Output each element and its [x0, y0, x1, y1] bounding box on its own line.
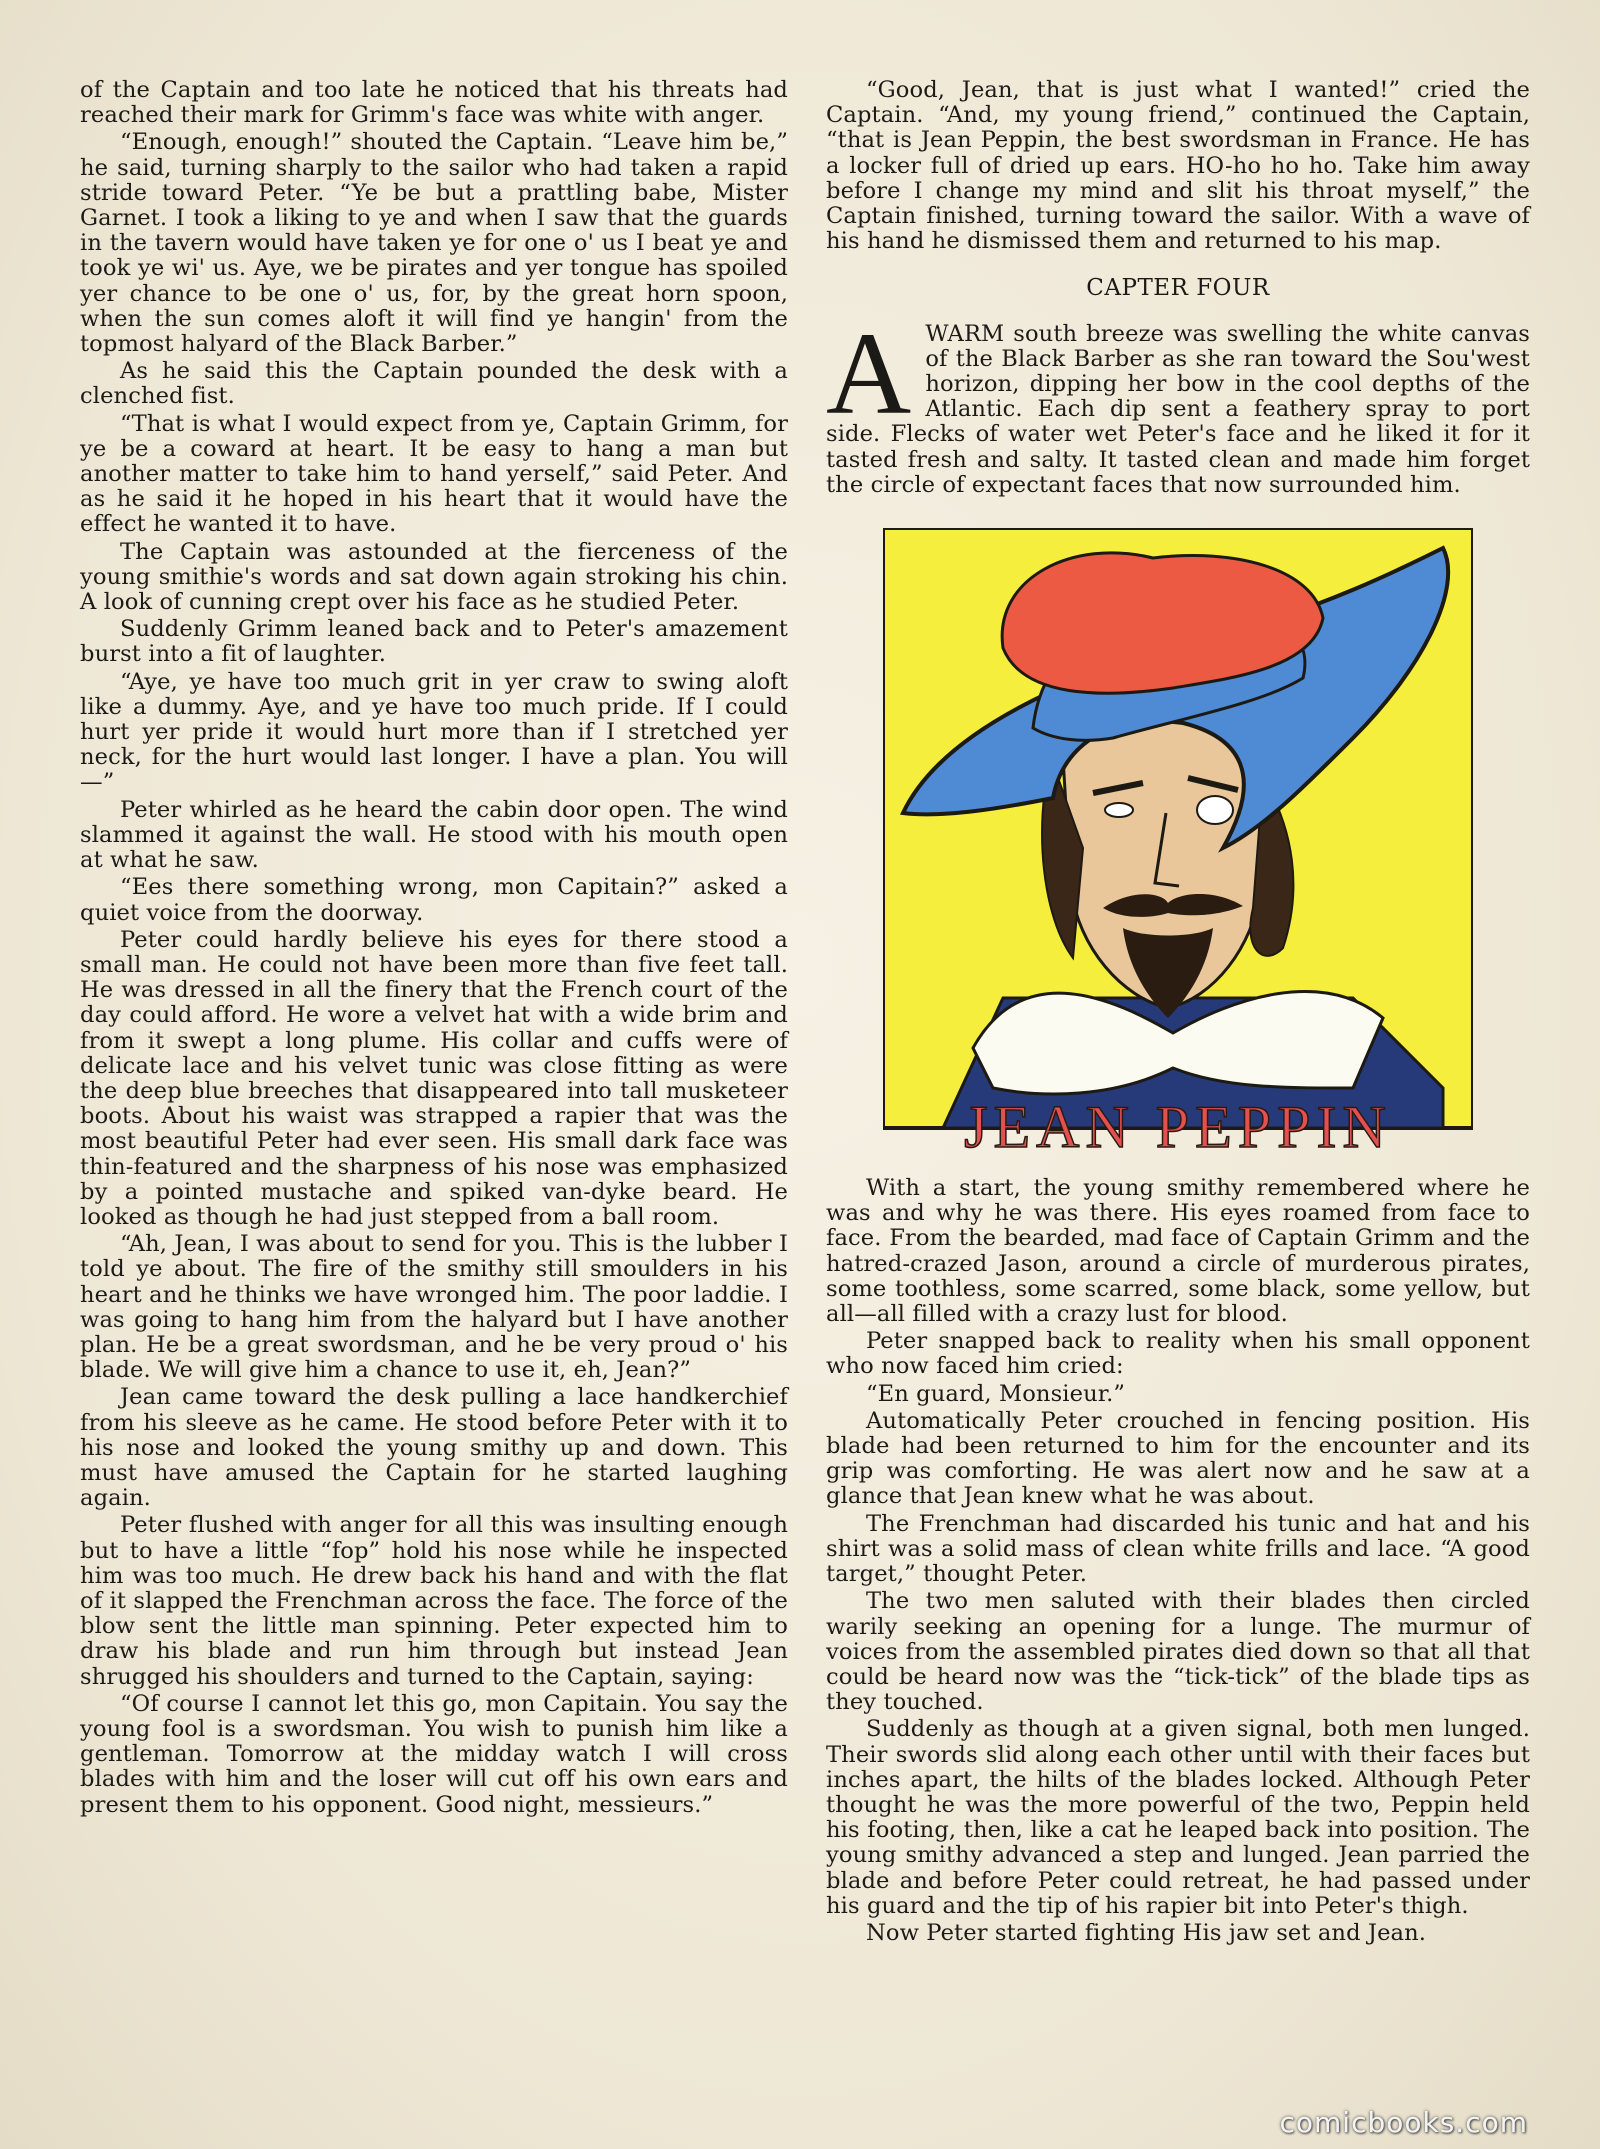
paragraph: Peter could hardly believe his eyes for there stood a small man. He could not have been more than five feet tall. He was dressed in all the finery that the French court of the day could afford. He wore a velvet hat with a wide brim and from it swept a long plume. His collar and cuffs were of delicate lace and his velvet tunic was close fitting as were the deep blue breeches that disappeared into tall musketeer boots. About his waist was strapped a rapier that was the most beautiful Peter had ever seen. His small dark face was thin-featured and the sharpness of his nose was emphasized by a pointed mustache and spiked van-dyke beard. He looked as though he had just stepped from a ball room.: [80, 926, 788, 1230]
right-eye: [1197, 796, 1233, 824]
jean-peppin-portrait: [883, 528, 1473, 1160]
chapter-opening-paragraph: [826, 307, 1530, 498]
paragraph: “Ees there something wrong, mon Capitain?” asked a quiet voice from the doorway.: [80, 874, 788, 926]
portrait-drawing: [883, 528, 1473, 1160]
paragraph: As he said this the Captain pounded the desk with a clenched fist.: [80, 358, 788, 410]
paragraph: “Of course I cannot let this go, mon Capitain. You say the young fool is a swordsman. You wish to punish him like a gentleman. Tomorrow at the midday watch I will cross blades with him and the loser will cut off his own ears and present them to his opponent. Good night, messieurs.”: [80, 1690, 788, 1818]
paragraph: The two men saluted with their blades then circled warily seeking an opening for a lunge. The murmur of voices from the assembled pirates died down so that all that could be heard now was the “tick-tick” of the blade tips as they touched.: [826, 1588, 1530, 1716]
paragraph: With a start, the young smithy remembered where he was and why he was there. His eyes roamed from face to face. From the bearded, mad face of Captain Grimm and the hatred-crazed Jason, around a circle of murderous pirates, some toothless, some scarred, some black, some yellow, but all—all filled with a crazy lust for blood.: [826, 1175, 1530, 1328]
paragraph: “Aye, ye have too much grit in yer craw to swing aloft like a dummy. Aye, and ye have too much pride. If I could hurt yer pride it would hurt more than if I stretched yer neck, for the hurt would last longer. I have a plan. You will—”: [80, 668, 788, 796]
paragraph: of the Captain and too late he noticed that his threats had reached their mark for Grimm's face was white with anger.: [80, 77, 788, 129]
watermark: comicbooks.com: [1279, 2106, 1528, 2139]
paragraph: Peter snapped back to reality when his small opponent who now faced him cried:: [826, 1328, 1530, 1380]
left-text-column: [80, 78, 788, 1820]
paragraph: “Good, Jean, that is just what I wanted!” cried the Captain. “And, my young friend,” continued the Captain, “that is Jean Peppin, the best swordsman in France. He has a locker full of dried up ears. HO-ho ho ho. Take him away before I change my mind and slit his throat myself,” the Captain finished, turning toward the sailor. With a wave of his hand he dismissed them and returned to his map.: [826, 77, 1530, 255]
right-text-column: [826, 78, 1530, 1948]
paragraph: “Enough, enough!” shouted the Captain. “Leave him be,” he said, turning sharply to the sailor who had taken a rapid stride toward Peter. “Ye be but a prattling babe, Mister Garnet. I took a liking to ye and when I saw that the guards in the tavern would have taken ye for one o' us I beat ye and took ye wi' us. Aye, we be pirates and yer tongue has spoiled yer chance to be one o' us, for, by the great horn spoon, when the sun comes aloft it will find ye hangin' from the topmost halyard of the Black Barber.”: [80, 129, 788, 358]
paragraph: Now Peter started fighting His jaw set and Jean.: [866, 1919, 1427, 1946]
paragraph: “En guard, Monsieur.”: [866, 1380, 1126, 1407]
left-eye: [1105, 803, 1133, 817]
paragraph: “Ah, Jean, I was about to send for you. This is the lubber I told ye about. The fire of the smithy still smoulders in his heart and he thinks we have wronged him. The poor laddie. I was going to hang him from the halyard but I have another plan. He be a great swordsman, and he be very proud o' his blade. We will give him a chance to use it, eh, Jean?”: [80, 1231, 788, 1384]
paragraph: Suddenly Grimm leaned back and to Peter's amazement burst into a fit of laughter.: [80, 616, 788, 668]
chapter-heading: CAPTER FOUR: [1086, 275, 1270, 302]
portrait-caption: JEAN PEPPIN: [964, 1094, 1392, 1161]
paragraph: Suddenly as though at a given signal, both men lunged. Their swords slid along each other until with their faces but inches apart, the hilts of the blades locked. Although Peter thought he was the more powerful of the two, Peppin held his footing, then, like a cat he leaped back into position. The young smithy advanced a step and lunged. Jean parried the blade and before Peter could retreat, he had passed under his guard and the tip of his rapier bit into Peter's thigh.: [826, 1716, 1530, 1919]
chapter-opening-text: WARM south breeze was swelling the white canvas of the Black Barber as she ran toward the Sou'west horizon, dipping her bow in the cool depths of the Atlantic. Each dip sent a feathery spray to port side. Flecks of water wet Peter's face and he liked it for it tasted fresh and salty. It tasted clean and made him forget the circle of expectant faces that now surrounded him.: [826, 320, 1530, 498]
paragraph: Automatically Peter crouched in fencing position. His blade had been returned to him for the encounter and its grip was comforting. He was alert now and he saw at a glance that Jean knew what he was about.: [826, 1407, 1530, 1510]
paragraph: The Captain was astounded at the fierceness of the young smithie's words and sat down again stroking his chin. A look of cunning crept over his face as he studied Peter.: [80, 538, 788, 616]
paragraph: Peter flushed with anger for all this was insulting enough but to have a little “fop” hold his nose while he inspected him was too much. He drew back his hand and with the flat of it slapped the Frenchman across the face. The force of the blow sent the little man spinning. Peter expected him to draw his blade and run him through but instead Jean shrugged his shoulders and turned to the Captain, saying:: [80, 1512, 788, 1690]
paragraph: The Frenchman had discarded his tunic and hat and his shirt was a solid mass of clean white frills and lace. “A good target,” thought Peter.: [826, 1510, 1530, 1588]
paragraph: “That is what I would expect from ye, Captain Grimm, for ye be a coward at heart. It be easy to hang a man but another matter to take him to hand yerself,” said Peter. And as he said it he hoped in his heart that it would have the effect he wanted it to have.: [80, 410, 788, 538]
drop-cap: A: [826, 307, 912, 439]
paragraph: Jean came toward the desk pulling a lace handkerchief from his sleeve as he came. He stood before Peter with it to his nose and looked the young smithy up and down. This must have amused the Captain for he started laughing again.: [80, 1384, 788, 1512]
paragraph: Peter whirled as he heard the cabin door open. The wind slammed it against the wall. He stood with his mouth open at what he saw.: [80, 796, 788, 874]
